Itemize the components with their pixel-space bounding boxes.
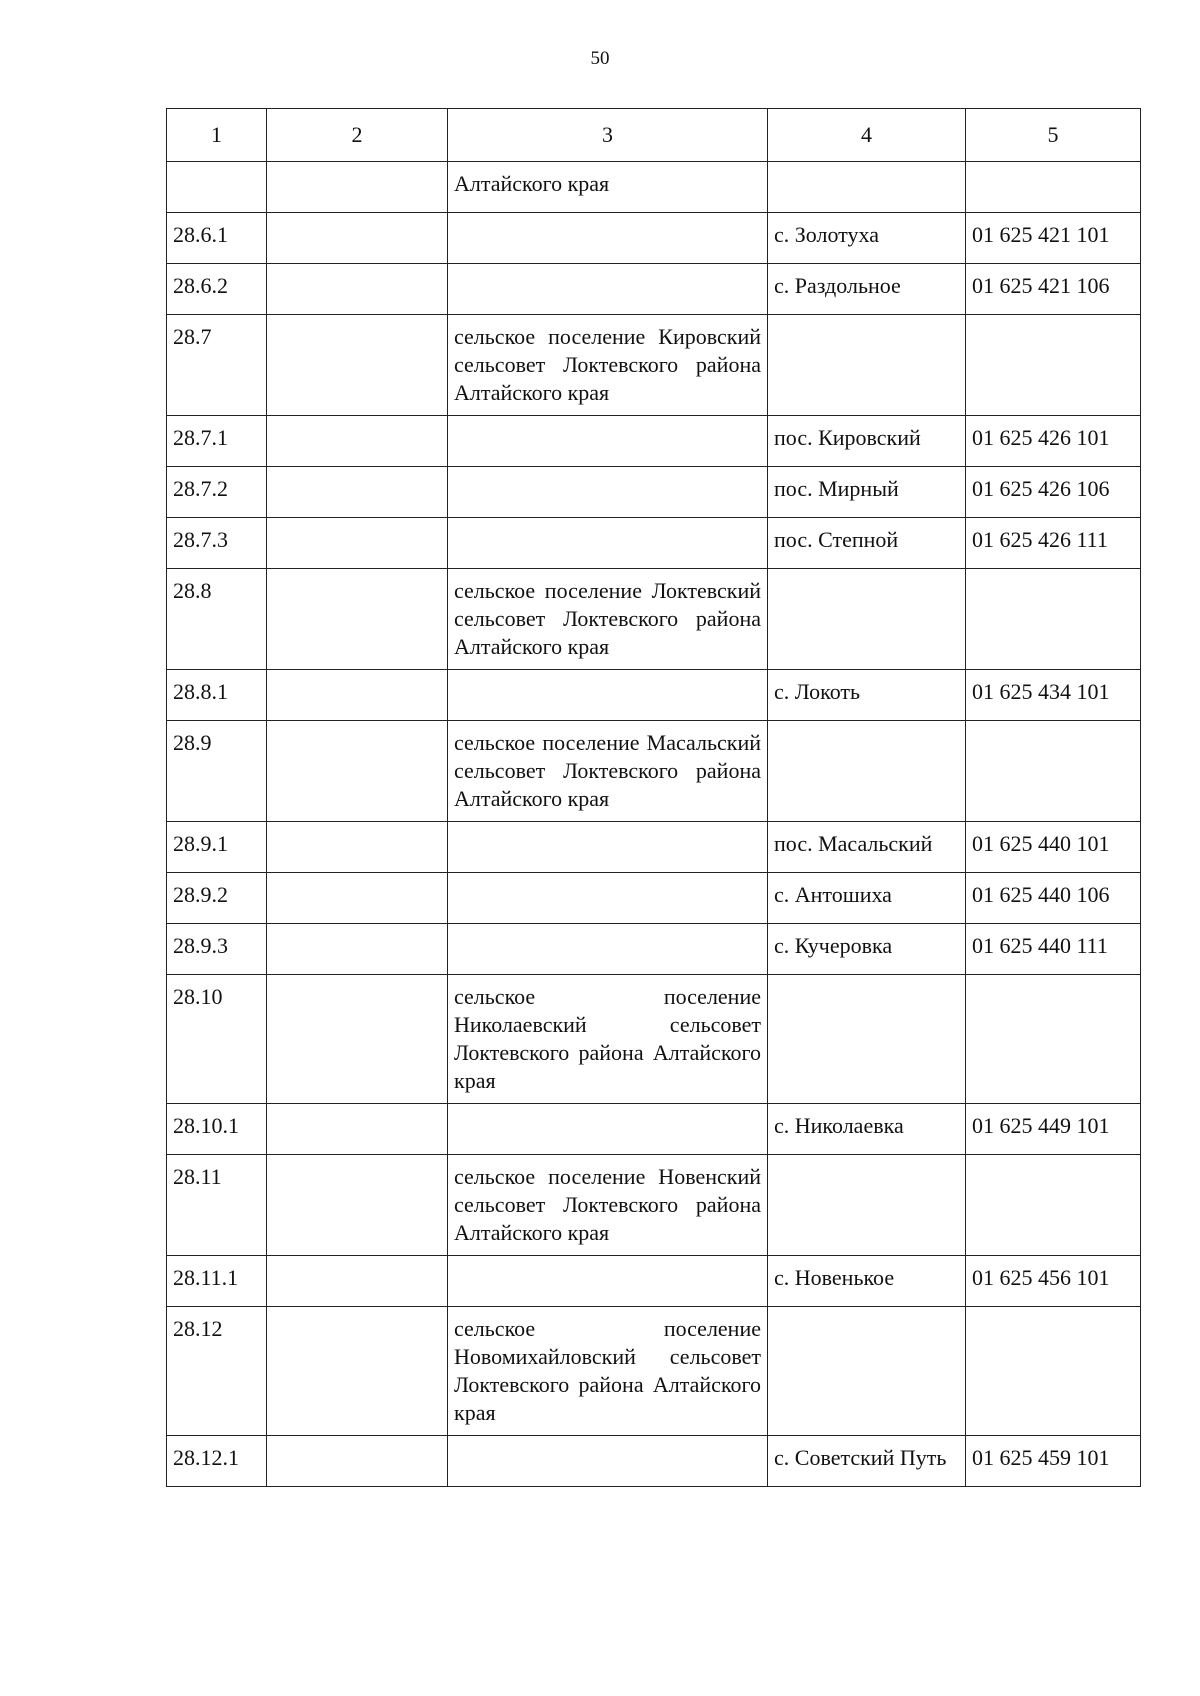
municipality-name-cell bbox=[448, 1104, 768, 1155]
municipality-name-cell: сельское поселение Кировский сельсовет Локтевского района Алтайского края bbox=[448, 315, 768, 416]
column-2-cell bbox=[267, 924, 448, 975]
row-number-cell: 28.6.2 bbox=[167, 264, 267, 315]
column-header-2: 2 bbox=[267, 109, 448, 162]
table-row bbox=[167, 467, 1141, 518]
municipality-name-cell: сельское поселение Николаевский сельсовет Локтевского района Алтайского края bbox=[448, 975, 768, 1104]
table-row bbox=[167, 1256, 1141, 1307]
oktmo-code-cell bbox=[966, 569, 1141, 670]
row-number-cell: 28.6.1 bbox=[167, 213, 267, 264]
municipality-name-cell bbox=[448, 1256, 768, 1307]
settlements-table bbox=[166, 108, 1141, 1487]
row-number-cell bbox=[167, 162, 267, 213]
settlement-cell: с. Советский Путь bbox=[768, 1436, 966, 1487]
column-2-cell bbox=[267, 518, 448, 569]
column-header-3: 3 bbox=[448, 109, 768, 162]
column-header-5: 5 bbox=[966, 109, 1141, 162]
column-2-cell bbox=[267, 315, 448, 416]
column-2-cell bbox=[267, 822, 448, 873]
row-number-cell: 28.10 bbox=[167, 975, 267, 1104]
oktmo-code-cell: 01 625 449 101 bbox=[966, 1104, 1141, 1155]
municipality-name-cell: сельское поселение Новомихайловский сельсовет Локтевского района Алтайского края bbox=[448, 1307, 768, 1436]
oktmo-code-cell: 01 625 421 106 bbox=[966, 264, 1141, 315]
column-2-cell bbox=[267, 264, 448, 315]
oktmo-code-cell: 01 625 459 101 bbox=[966, 1436, 1141, 1487]
municipality-name-cell bbox=[448, 467, 768, 518]
column-2-cell bbox=[267, 213, 448, 264]
table-row bbox=[167, 162, 1141, 213]
column-2-cell bbox=[267, 975, 448, 1104]
table-row bbox=[167, 1104, 1141, 1155]
oktmo-code-cell: 01 625 456 101 bbox=[966, 1256, 1141, 1307]
row-number-cell: 28.12 bbox=[167, 1307, 267, 1436]
settlement-cell bbox=[768, 315, 966, 416]
row-number-cell: 28.10.1 bbox=[167, 1104, 267, 1155]
municipality-name-cell bbox=[448, 416, 768, 467]
table-row bbox=[167, 1436, 1141, 1487]
oktmo-code-cell bbox=[966, 315, 1141, 416]
table-row bbox=[167, 416, 1141, 467]
municipality-name-cell bbox=[448, 924, 768, 975]
column-2-cell bbox=[267, 1104, 448, 1155]
column-2-cell bbox=[267, 162, 448, 213]
municipality-name-cell bbox=[448, 264, 768, 315]
column-2-cell bbox=[267, 416, 448, 467]
municipality-name-cell: сельское поселение Масальский сельсовет Локтевского района Алтайского края bbox=[448, 721, 768, 822]
settlement-cell: с. Николаевка bbox=[768, 1104, 966, 1155]
table-row bbox=[167, 1155, 1141, 1256]
table-row bbox=[167, 670, 1141, 721]
table-row bbox=[167, 518, 1141, 569]
row-number-cell: 28.8.1 bbox=[167, 670, 267, 721]
settlement-cell: с. Локоть bbox=[768, 670, 966, 721]
column-2-cell bbox=[267, 670, 448, 721]
oktmo-code-cell: 01 625 426 111 bbox=[966, 518, 1141, 569]
table-row bbox=[167, 822, 1141, 873]
settlement-cell: пос. Кировский bbox=[768, 416, 966, 467]
row-number-cell: 28.11.1 bbox=[167, 1256, 267, 1307]
table-row bbox=[167, 315, 1141, 416]
table-row bbox=[167, 213, 1141, 264]
settlement-cell: с. Новенькое bbox=[768, 1256, 966, 1307]
column-2-cell bbox=[267, 1307, 448, 1436]
settlement-cell: с. Кучеровка bbox=[768, 924, 966, 975]
settlement-cell bbox=[768, 975, 966, 1104]
municipality-name-cell bbox=[448, 518, 768, 569]
column-header-4: 4 bbox=[768, 109, 966, 162]
table-body bbox=[167, 162, 1141, 1487]
row-number-cell: 28.11 bbox=[167, 1155, 267, 1256]
column-2-cell bbox=[267, 1256, 448, 1307]
oktmo-code-cell: 01 625 426 101 bbox=[966, 416, 1141, 467]
row-number-cell: 28.9 bbox=[167, 721, 267, 822]
municipality-name-cell bbox=[448, 670, 768, 721]
oktmo-code-cell bbox=[966, 162, 1141, 213]
table-row bbox=[167, 975, 1141, 1104]
table-row bbox=[167, 924, 1141, 975]
row-number-cell: 28.9.2 bbox=[167, 873, 267, 924]
table-row bbox=[167, 1307, 1141, 1436]
municipality-name-cell: сельское поселение Локтевский сельсовет Локтевского района Алтайского края bbox=[448, 569, 768, 670]
oktmo-code-cell: 01 625 440 101 bbox=[966, 822, 1141, 873]
municipality-name-cell: сельское поселение Новенский сельсовет Локтевского района Алтайского края bbox=[448, 1155, 768, 1256]
settlement-cell bbox=[768, 1307, 966, 1436]
column-2-cell bbox=[267, 467, 448, 518]
column-2-cell bbox=[267, 721, 448, 822]
oktmo-code-cell: 01 625 440 106 bbox=[966, 873, 1141, 924]
row-number-cell: 28.9.3 bbox=[167, 924, 267, 975]
municipality-name-cell bbox=[448, 1436, 768, 1487]
settlement-cell: пос. Масальский bbox=[768, 822, 966, 873]
settlement-cell bbox=[768, 569, 966, 670]
oktmo-code-cell bbox=[966, 1155, 1141, 1256]
column-2-cell bbox=[267, 873, 448, 924]
oktmo-code-cell bbox=[966, 721, 1141, 822]
table-row bbox=[167, 569, 1141, 670]
table-header-row bbox=[167, 109, 1141, 162]
row-number-cell: 28.9.1 bbox=[167, 822, 267, 873]
column-2-cell bbox=[267, 1155, 448, 1256]
settlement-cell bbox=[768, 1155, 966, 1256]
settlement-cell: пос. Степной bbox=[768, 518, 966, 569]
table-row bbox=[167, 264, 1141, 315]
municipality-name-cell bbox=[448, 873, 768, 924]
oktmo-code-cell: 01 625 421 101 bbox=[966, 213, 1141, 264]
oktmo-code-cell bbox=[966, 1307, 1141, 1436]
row-number-cell: 28.7.1 bbox=[167, 416, 267, 467]
settlement-cell: пос. Мирный bbox=[768, 467, 966, 518]
row-number-cell: 28.8 bbox=[167, 569, 267, 670]
oktmo-code-cell: 01 625 426 106 bbox=[966, 467, 1141, 518]
row-number-cell: 28.7.3 bbox=[167, 518, 267, 569]
column-2-cell bbox=[267, 569, 448, 670]
oktmo-code-cell: 01 625 440 111 bbox=[966, 924, 1141, 975]
settlement-cell: с. Антошиха bbox=[768, 873, 966, 924]
page-number: 50 bbox=[590, 48, 610, 69]
municipality-name-cell bbox=[448, 213, 768, 264]
municipality-name-cell bbox=[448, 822, 768, 873]
column-header-1: 1 bbox=[167, 109, 267, 162]
table-row bbox=[167, 873, 1141, 924]
table-row bbox=[167, 721, 1141, 822]
settlement-cell bbox=[768, 162, 966, 213]
column-2-cell bbox=[267, 1436, 448, 1487]
row-number-cell: 28.7 bbox=[167, 315, 267, 416]
row-number-cell: 28.12.1 bbox=[167, 1436, 267, 1487]
municipality-name-cell: Алтайского края bbox=[448, 162, 768, 213]
oktmo-code-cell bbox=[966, 975, 1141, 1104]
settlement-cell: с. Раздольное bbox=[768, 264, 966, 315]
oktmo-code-cell: 01 625 434 101 bbox=[966, 670, 1141, 721]
settlement-cell: с. Золотуха bbox=[768, 213, 966, 264]
settlement-cell bbox=[768, 721, 966, 822]
row-number-cell: 28.7.2 bbox=[167, 467, 267, 518]
